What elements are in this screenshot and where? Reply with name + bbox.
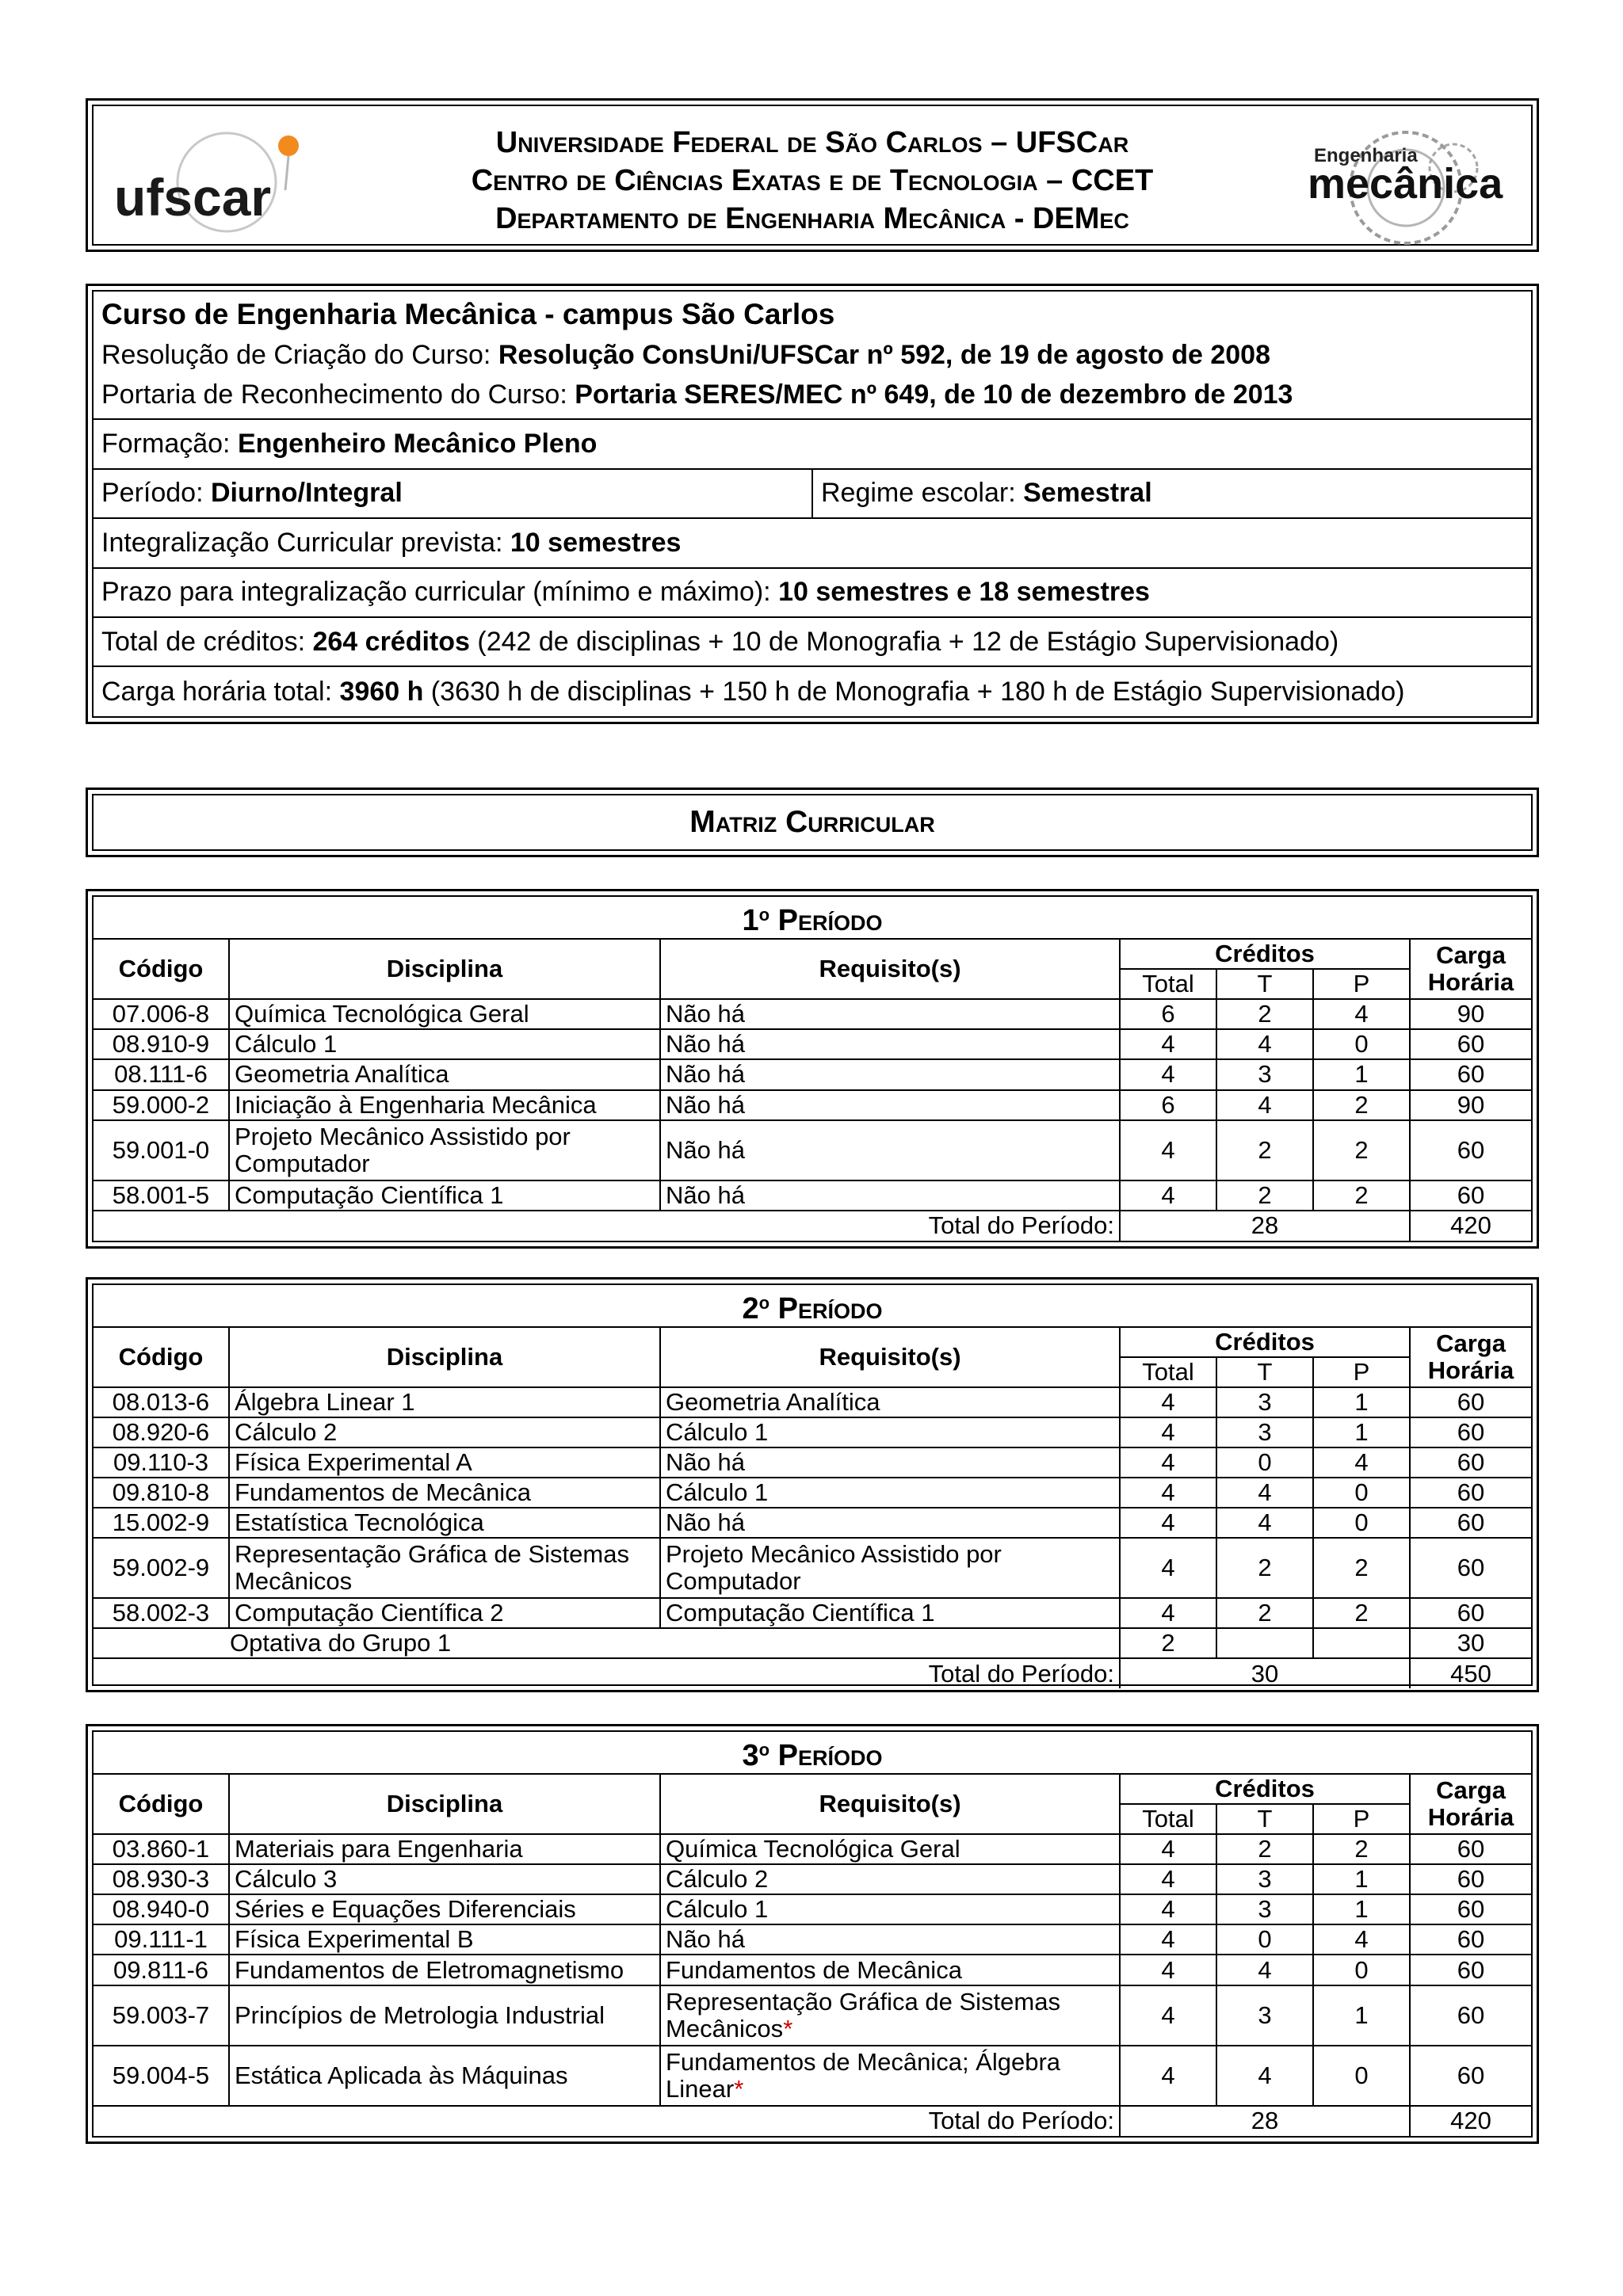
workload-hours: 60: [1410, 1180, 1531, 1211]
col-hours-header: Carga Horária: [1410, 1327, 1531, 1387]
period-table: [94, 897, 1531, 1241]
discipline-name: Computação Científica 2: [229, 1598, 660, 1628]
table-row: [94, 1180, 1531, 1211]
credits-total: 4: [1120, 1029, 1216, 1059]
regime-cell: Regime escolar: Semestral: [812, 469, 1531, 518]
discipline-code: 08.940-0: [94, 1894, 229, 1924]
header-box: [86, 98, 1539, 252]
col-requisite-header: Requisito(s): [660, 939, 1120, 999]
credits-total: 4: [1120, 1180, 1216, 1211]
credits-p: 1: [1313, 1894, 1410, 1924]
credits-total: 4: [1120, 1059, 1216, 1089]
credits-total: 4: [1120, 1387, 1216, 1417]
discipline-requisite: Fundamentos de Mecânica; Álgebra Linear*: [660, 2046, 1120, 2106]
discipline-code: 08.920-6: [94, 1417, 229, 1447]
workload-hours: 60: [1410, 1538, 1531, 1598]
credits-t: 2: [1216, 1180, 1313, 1211]
discipline-name: Física Experimental A: [229, 1447, 660, 1478]
credits-t: 2: [1216, 1120, 1313, 1180]
discipline-name: Física Experimental B: [229, 1924, 660, 1955]
discipline-name: Geometria Analítica: [229, 1059, 660, 1089]
credits-total: 4: [1120, 1834, 1216, 1864]
discipline-requisite: Não há: [660, 1090, 1120, 1120]
workload-hours: 60: [1410, 1834, 1531, 1864]
period-3-box: [86, 1724, 1539, 2144]
discipline-name: Estática Aplicada às Máquinas: [229, 2046, 660, 2106]
table-row: [94, 1029, 1531, 1059]
discipline-code: 09.111-1: [94, 1924, 229, 1955]
discipline-requisite: Não há: [660, 1029, 1120, 1059]
table-row: [94, 1598, 1531, 1628]
credits-t: 0: [1216, 1447, 1313, 1478]
discipline-name: Cálculo 2: [229, 1417, 660, 1447]
table-row: [94, 1894, 1531, 1924]
engenharia-mecanica-logo: [1303, 113, 1517, 247]
workload-hours: 90: [1410, 999, 1531, 1029]
discipline-name: Projeto Mecânico Assistido por Computador: [229, 1120, 660, 1180]
period-total-credits: 30: [1120, 1658, 1410, 1688]
discipline-requisite: Cálculo 1: [660, 1478, 1120, 1508]
period-title: 3$^o$ Período: [94, 1732, 1531, 1774]
table-row: [94, 1834, 1531, 1864]
col-total-header: Total: [1120, 1357, 1216, 1387]
credits-total: 4: [1120, 1955, 1216, 1985]
credits-t: 4: [1216, 1090, 1313, 1120]
matriz-title: Matriz Curricular: [689, 805, 935, 839]
workload-hours: 60: [1410, 1059, 1531, 1089]
credits-t: 3: [1216, 1059, 1313, 1089]
discipline-requisite: Cálculo 1: [660, 1417, 1120, 1447]
credits-total: 4: [1120, 1864, 1216, 1894]
table-row: [94, 999, 1531, 1029]
table-row: [94, 1120, 1531, 1180]
formation-row: Formação: Engenheiro Mecânico Pleno: [94, 419, 1531, 468]
discipline-code: 59.000-2: [94, 1090, 229, 1120]
discipline-requisite: Não há: [660, 999, 1120, 1029]
discipline-code: 59.001-0: [94, 1120, 229, 1180]
period-cell: Período: Diurno/Integral: [94, 469, 812, 518]
hours-row: Carga horária total: 3960 h (3630 h de disciplinas + 150 h de Monografia + 180 h de Estágio Supervisionado): [94, 666, 1531, 716]
period-total-row: [94, 1211, 1531, 1241]
col-code-header: Código: [94, 1327, 229, 1387]
col-requisite-header: Requisito(s): [660, 1327, 1120, 1387]
col-credits-header: Créditos: [1120, 1774, 1410, 1804]
credits-t: 4: [1216, 1955, 1313, 1985]
period-total-label: Total do Período:: [94, 1211, 1120, 1241]
col-p-header: P: [1313, 969, 1410, 999]
col-code-header: Código: [94, 939, 229, 999]
workload-hours: 60: [1410, 1478, 1531, 1508]
discipline-code: 58.001-5: [94, 1180, 229, 1211]
ufscar-logo-text: ufscar: [114, 168, 272, 227]
discipline-code: 59.003-7: [94, 1985, 229, 2046]
period-title: 2$^o$ Período: [94, 1285, 1531, 1327]
workload-hours: 90: [1410, 1090, 1531, 1120]
credits-p: 1: [1313, 1864, 1410, 1894]
credits-p: 0: [1313, 1478, 1410, 1508]
discipline-code: 09.811-6: [94, 1955, 229, 1985]
period-table: [94, 1732, 1531, 2136]
credits-p: 0: [1313, 1955, 1410, 1985]
period-total-row: [94, 1658, 1531, 1688]
credits-p: 2: [1313, 1598, 1410, 1628]
period-1-box: [86, 889, 1539, 1249]
credits-p: 2: [1313, 1120, 1410, 1180]
workload-hours: 60: [1410, 1924, 1531, 1955]
period-total-credits: 28: [1120, 2106, 1410, 2136]
discipline-code: 08.930-3: [94, 1864, 229, 1894]
table-row: [94, 1478, 1531, 1508]
discipline-requisite: Representação Gráfica de Sistemas Mecânicos*: [660, 1985, 1120, 2046]
credits-p: 0: [1313, 2046, 1410, 2106]
discipline-requisite: Cálculo 1: [660, 1894, 1120, 1924]
discipline-name: Representação Gráfica de Sistemas Mecânicos: [229, 1538, 660, 1598]
discipline-name: Princípios de Metrologia Industrial: [229, 1985, 660, 2046]
table-row: [94, 1090, 1531, 1120]
table-row: [94, 1924, 1531, 1955]
credits-t: 2: [1216, 1538, 1313, 1598]
optative-name: Optativa do Grupo 1: [94, 1628, 1120, 1658]
workload-hours: 60: [1410, 1598, 1531, 1628]
discipline-requisite: Computação Científica 1: [660, 1598, 1120, 1628]
discipline-code: 59.002-9: [94, 1538, 229, 1598]
credits-total: 4: [1120, 1598, 1216, 1628]
credits-t: 3: [1216, 1864, 1313, 1894]
col-total-header: Total: [1120, 969, 1216, 999]
credits-total: 6: [1120, 1090, 1216, 1120]
period-total-label: Total do Período:: [94, 2106, 1120, 2136]
workload-hours: 60: [1410, 1120, 1531, 1180]
logo-mecanica-text: mecânica: [1308, 160, 1503, 208]
credits-t: 3: [1216, 1985, 1313, 2046]
period-total-hours: 420: [1410, 1211, 1531, 1241]
credits-t: 3: [1216, 1894, 1313, 1924]
logo-engenharia-text: Engenharia: [1314, 145, 1418, 166]
credits-p: 1: [1313, 1985, 1410, 2046]
creation-resolution: Resolução de Criação do Curso: Resolução ConsUni/UFSCar nº 592, de 19 de agosto de 2008: [101, 340, 1270, 371]
period-total-hours: 420: [1410, 2106, 1531, 2136]
period-total-hours: 450: [1410, 1658, 1531, 1688]
col-t-header: T: [1216, 1804, 1313, 1834]
period-total-row: [94, 2106, 1531, 2136]
discipline-name: Química Tecnológica Geral: [229, 999, 660, 1029]
requisite-asterisk: *: [734, 2074, 744, 2103]
credits-t: 4: [1216, 1478, 1313, 1508]
credits-t: 4: [1216, 2046, 1313, 2106]
workload-hours: 60: [1410, 1029, 1531, 1059]
credits-p: 2: [1313, 1538, 1410, 1598]
col-t-header: T: [1216, 1357, 1313, 1387]
discipline-name: Iniciação à Engenharia Mecânica: [229, 1090, 660, 1120]
credits-t: 2: [1216, 1834, 1313, 1864]
course-info-box: [86, 284, 1539, 724]
discipline-code: 58.002-3: [94, 1598, 229, 1628]
discipline-requisite: Projeto Mecânico Assistido por Computador: [660, 1538, 1120, 1598]
col-code-header: Código: [94, 1774, 229, 1834]
credits-t: 4: [1216, 1029, 1313, 1059]
discipline-code: 03.860-1: [94, 1834, 229, 1864]
workload-hours: 60: [1410, 1387, 1531, 1417]
col-credits-header: Créditos: [1120, 939, 1410, 969]
discipline-code: 09.110-3: [94, 1447, 229, 1478]
workload-hours: 60: [1410, 1508, 1531, 1538]
workload-hours: 60: [1410, 1417, 1531, 1447]
discipline-name: Álgebra Linear 1: [229, 1387, 660, 1417]
credits-total: 4: [1120, 1447, 1216, 1478]
requisite-asterisk: *: [783, 2014, 793, 2042]
credits-p: 0: [1313, 1029, 1410, 1059]
col-discipline-header: Disciplina: [229, 1327, 660, 1387]
table-row: [94, 1508, 1531, 1538]
department-name: Departamento de Engenharia Mecânica - DEMec: [495, 202, 1129, 235]
discipline-requisite: Fundamentos de Mecânica: [660, 1955, 1120, 1985]
discipline-code: 07.006-8: [94, 999, 229, 1029]
discipline-code: 08.013-6: [94, 1387, 229, 1417]
credits-p: 2: [1313, 1090, 1410, 1120]
col-discipline-header: Disciplina: [229, 939, 660, 999]
table-row: [94, 2046, 1531, 2106]
discipline-requisite: Não há: [660, 1059, 1120, 1089]
credits-total: 4: [1120, 1538, 1216, 1598]
period-table: [94, 1285, 1531, 1688]
discipline-requisite: Cálculo 2: [660, 1864, 1120, 1894]
optative-credits: 2: [1120, 1628, 1216, 1658]
credits-total: 4: [1120, 1894, 1216, 1924]
workload-hours: 60: [1410, 1864, 1531, 1894]
credits-t: 2: [1216, 1598, 1313, 1628]
course-info-table: [94, 292, 1531, 716]
col-hours-header: Carga Horária: [1410, 939, 1531, 999]
credits-p: 0: [1313, 1508, 1410, 1538]
table-row: [94, 1538, 1531, 1598]
discipline-code: 59.004-5: [94, 2046, 229, 2106]
col-discipline-header: Disciplina: [229, 1774, 660, 1834]
credits-p: 4: [1313, 1447, 1410, 1478]
table-row: [94, 1864, 1531, 1894]
discipline-name: Estatística Tecnológica: [229, 1508, 660, 1538]
table-row: [94, 1447, 1531, 1478]
workload-hours: 60: [1410, 1447, 1531, 1478]
workload-hours: 60: [1410, 2046, 1531, 2106]
workload-hours: 60: [1410, 1985, 1531, 2046]
center-name: Centro de Ciências Exatas e de Tecnologia – CCET: [471, 164, 1154, 197]
discipline-name: Fundamentos de Mecânica: [229, 1478, 660, 1508]
recognition-ordinance: Portaria de Reconhecimento do Curso: Portaria SERES/MEC nº 649, de 10 de dezembro de 2013: [101, 379, 1293, 410]
optative-hours: 30: [1410, 1628, 1531, 1658]
col-total-header: Total: [1120, 1804, 1216, 1834]
credits-p: 4: [1313, 1924, 1410, 1955]
credits-total: 4: [1120, 1120, 1216, 1180]
credits-p: 1: [1313, 1387, 1410, 1417]
credits-p: 2: [1313, 1180, 1410, 1211]
optative-row: [94, 1628, 1531, 1658]
credits-t: 3: [1216, 1387, 1313, 1417]
credits-total: 4: [1120, 1924, 1216, 1955]
discipline-name: Séries e Equações Diferenciais: [229, 1894, 660, 1924]
credits-t: 0: [1216, 1924, 1313, 1955]
col-hours-header: Carga Horária: [1410, 1774, 1531, 1834]
discipline-name: Cálculo 3: [229, 1864, 660, 1894]
course-title: Curso de Engenharia Mecânica - campus São Carlos: [101, 298, 835, 331]
discipline-requisite: Não há: [660, 1447, 1120, 1478]
credits-p: 4: [1313, 999, 1410, 1029]
credits-row: Total de créditos: 264 créditos (242 de disciplinas + 10 de Monografia + 12 de Estágio Supervisionado): [94, 617, 1531, 666]
discipline-code: 15.002-9: [94, 1508, 229, 1538]
ufscar-logo: [109, 111, 331, 244]
discipline-requisite: Não há: [660, 1120, 1120, 1180]
period-total-label: Total do Período:: [94, 1658, 1120, 1688]
credits-total: 6: [1120, 999, 1216, 1029]
credits-total: 4: [1120, 1508, 1216, 1538]
col-credits-header: Créditos: [1120, 1327, 1410, 1357]
col-p-header: P: [1313, 1357, 1410, 1387]
credits-t: 4: [1216, 1508, 1313, 1538]
period-title: 1$^o$ Período: [94, 897, 1531, 939]
credits-t: 3: [1216, 1417, 1313, 1447]
discipline-name: Materiais para Engenharia: [229, 1834, 660, 1864]
university-name: Universidade Federal de São Carlos – UFSCar: [495, 126, 1129, 159]
col-p-header: P: [1313, 1804, 1410, 1834]
credits-p: 1: [1313, 1417, 1410, 1447]
workload-hours: 60: [1410, 1894, 1531, 1924]
table-row: [94, 1955, 1531, 1985]
credits-total: 4: [1120, 1417, 1216, 1447]
credits-t: 2: [1216, 999, 1313, 1029]
discipline-requisite: Não há: [660, 1180, 1120, 1211]
credits-total: 4: [1120, 2046, 1216, 2106]
table-row: [94, 1387, 1531, 1417]
deadline-row: Prazo para integralização curricular (mínimo e máximo): 10 semestres e 18 semestres: [94, 568, 1531, 617]
credits-total: 4: [1120, 1985, 1216, 2046]
discipline-name: Computação Científica 1: [229, 1180, 660, 1211]
table-row: [94, 1417, 1531, 1447]
col-requisite-header: Requisito(s): [660, 1774, 1120, 1834]
period-2-box: [86, 1277, 1539, 1692]
integration-row: Integralização Curricular prevista: 10 semestres: [94, 518, 1531, 567]
discipline-requisite: Não há: [660, 1924, 1120, 1955]
discipline-code: 09.810-8: [94, 1478, 229, 1508]
discipline-name: Fundamentos de Eletromagnetismo: [229, 1955, 660, 1985]
discipline-requisite: Geometria Analítica: [660, 1387, 1120, 1417]
period-total-credits: 28: [1120, 1211, 1410, 1241]
discipline-code: 08.111-6: [94, 1059, 229, 1089]
credits-p: 2: [1313, 1834, 1410, 1864]
discipline-code: 08.910-9: [94, 1029, 229, 1059]
table-row: [94, 1059, 1531, 1089]
col-t-header: T: [1216, 969, 1313, 999]
credits-p: 1: [1313, 1059, 1410, 1089]
matriz-heading-box: [86, 788, 1539, 857]
discipline-requisite: Química Tecnológica Geral: [660, 1834, 1120, 1864]
credits-total: 4: [1120, 1478, 1216, 1508]
workload-hours: 60: [1410, 1955, 1531, 1985]
discipline-name: Cálculo 1: [229, 1029, 660, 1059]
table-row: [94, 1985, 1531, 2046]
discipline-requisite: Não há: [660, 1508, 1120, 1538]
